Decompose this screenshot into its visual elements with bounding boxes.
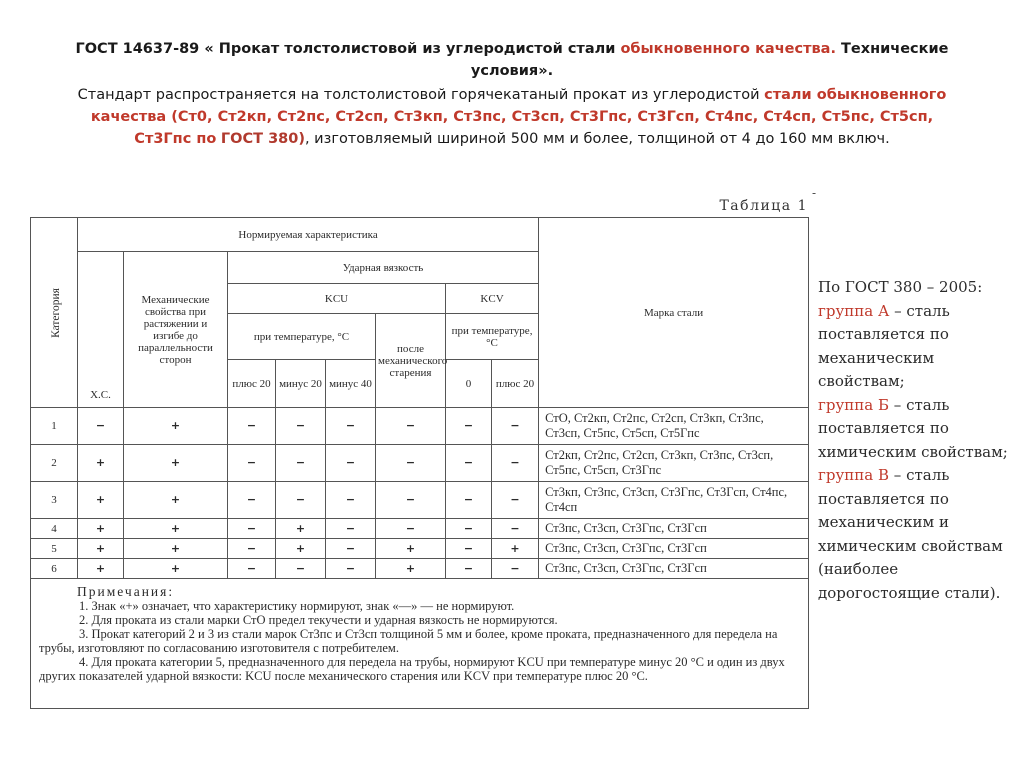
note-item: 3. Прокат категорий 2 и 3 из стали марок Ст3пс и Ст3сп толщиной 5 мм и более, кроме проката, предназначенного для передела на трубы, изготовляют по согласованию изготовителя с потребителем.	[39, 627, 778, 655]
row-mark: −	[276, 445, 326, 482]
row-mark: −	[492, 519, 539, 539]
table-row	[31, 539, 809, 559]
row-mark: +	[376, 559, 446, 579]
row-mark: +	[124, 559, 228, 579]
row-category: 3	[31, 482, 78, 519]
scan-mark: -	[812, 186, 817, 200]
title-suffix: Технические условия».	[470, 41, 949, 79]
row-mark: −	[446, 519, 492, 539]
temp-minus40-header: минус 40	[326, 360, 376, 408]
row-mark: −	[276, 482, 326, 519]
row-category: 4	[31, 519, 78, 539]
group-b-label: группа Б	[818, 395, 890, 414]
row-mark: −	[376, 408, 446, 445]
table-row	[31, 559, 809, 579]
title-highlight: обыкновенного качества.	[620, 41, 836, 57]
group-b-entry	[818, 394, 1008, 465]
row-mark: −	[228, 559, 276, 579]
row-mark: −	[446, 445, 492, 482]
note-item: 2. Для проката из стали марки СтО предел текучести и ударная вязкость не нормируются.	[79, 613, 558, 627]
standard-description	[60, 84, 964, 150]
kcv-temp-zero-header: 0	[446, 360, 492, 408]
group-b-text: – сталь поставляется по химическим свойствам;	[818, 395, 1008, 461]
steel-grade-header: Марка стали	[539, 218, 809, 408]
document-title	[60, 38, 964, 82]
group-a-text: – сталь поставляется по механическим свойствам;	[818, 301, 950, 390]
row-steel-grades: Ст3пс, Ст3сп, Ст3Гпс, Ст3Гсп	[539, 559, 809, 579]
kcu-header: KCU	[228, 284, 446, 314]
row-mark: −	[326, 482, 376, 519]
row-mark: −	[446, 408, 492, 445]
row-steel-grades: СтО, Ст2кп, Ст2пс, Ст2сп, Ст3кп, Ст3пс, Ст3сп, Ст5пс, Ст5сп, Ст5Гпс	[539, 408, 809, 445]
row-mark: −	[228, 482, 276, 519]
row-mark: −	[446, 539, 492, 559]
group-a-entry	[818, 300, 1008, 394]
row-mark: −	[326, 519, 376, 539]
table-row	[31, 482, 809, 519]
row-mark: −	[326, 445, 376, 482]
group-c-text: – сталь поставляется по механическим и химическим свойствам (наиболее дорогостоящие стали).	[818, 466, 1003, 602]
row-mark: −	[376, 482, 446, 519]
row-mark: −	[446, 482, 492, 519]
description-dimensions: , изготовляемый шириной 500 мм и более, толщиной от 4 до 160 мм включ.	[304, 131, 890, 147]
description-gost-ref: ГОСТ 380)	[220, 131, 305, 147]
row-mark: −	[492, 408, 539, 445]
after-aging-header: после механического старения	[376, 314, 446, 408]
row-mark: −	[228, 445, 276, 482]
row-mark: +	[276, 539, 326, 559]
xs-header: Х.С.	[78, 252, 124, 408]
row-mark: +	[78, 445, 124, 482]
row-mark: −	[276, 408, 326, 445]
group-c-label: группа В	[818, 466, 890, 484]
gost-table	[30, 217, 809, 709]
slide-header	[60, 38, 964, 150]
group-a-label: группа А	[818, 301, 890, 320]
row-steel-grades: Ст3кп, Ст3пс, Ст3сп, Ст3Гпс, Ст3Гсп, Ст4пс, Ст4сп	[539, 482, 809, 519]
kcv-temp-plus20-header: плюс 20	[492, 360, 539, 408]
table-row	[31, 445, 809, 482]
kcv-header: KCV	[446, 284, 539, 314]
row-mark: −	[492, 445, 539, 482]
row-mark: +	[124, 519, 228, 539]
row-category: 5	[31, 539, 78, 559]
row-steel-grades: Ст3пс, Ст3сп, Ст3Гпс, Ст3Гсп	[539, 519, 809, 539]
row-category: 6	[31, 559, 78, 579]
kcu-temp-header: при температуре, °С	[228, 314, 376, 360]
row-mark: −	[228, 408, 276, 445]
row-mark: +	[78, 539, 124, 559]
row-mark: −	[78, 408, 124, 445]
mechanical-header: Механические свойства при растяжении и изгибе до параллельности сторон	[124, 252, 228, 408]
description-intro: Стандарт распространяется на толстолистовой горячекатаный прокат из углеродистой	[77, 87, 760, 103]
row-mark: −	[376, 445, 446, 482]
table-row	[31, 519, 809, 539]
row-mark: −	[492, 559, 539, 579]
row-mark: +	[78, 519, 124, 539]
normalized-header: Нормируемая характеристика	[78, 218, 539, 252]
row-mark: −	[228, 539, 276, 559]
table-row	[31, 408, 809, 445]
note-item: 1. Знак «+» означает, что характеристику нормируют, знак «—» — не нормируют.	[79, 599, 515, 613]
row-mark: +	[78, 482, 124, 519]
row-steel-grades: Ст3пс, Ст3сп, Ст3Гпс, Ст3Гсп	[539, 539, 809, 559]
kcv-temp-header: при температуре, °С	[446, 314, 539, 360]
sidebar-note	[818, 276, 1008, 605]
row-mark: −	[446, 559, 492, 579]
row-mark: +	[78, 559, 124, 579]
row-mark: −	[376, 519, 446, 539]
row-mark: −	[326, 559, 376, 579]
row-mark: +	[124, 445, 228, 482]
group-c-entry	[818, 464, 1008, 605]
temp-plus20-header: плюс 20	[228, 360, 276, 408]
category-header: Категория	[31, 218, 78, 408]
sidebar-intro: По ГОСТ 380 – 2005:	[818, 278, 983, 296]
row-mark: −	[326, 408, 376, 445]
row-mark: +	[124, 482, 228, 519]
row-mark: −	[228, 519, 276, 539]
row-mark: −	[492, 482, 539, 519]
row-steel-grades: Ст2кп, Ст2пс, Ст2сп, Ст3кп, Ст3пс, Ст3сп, Ст5пс, Ст5сп, Ст3Гпс	[539, 445, 809, 482]
temp-minus20-header: минус 20	[276, 360, 326, 408]
row-mark: +	[276, 519, 326, 539]
notes-title: Примечания:	[77, 584, 175, 599]
row-mark: −	[276, 559, 326, 579]
row-category: 1	[31, 408, 78, 445]
description-grades: стали обыкновенного качества (Ст0, Ст2кп, Ст2пс, Ст2сп, Ст3кп, Ст3пс, Ст3сп, Ст3Гпс, Ст3Гсп, Ст4пс, Ст4сп, Ст5пс, Ст5сп, Ст3Гпс по	[90, 87, 947, 147]
title-main: ГОСТ 14637-89 « Прокат толстолистовой из углеродистой стали	[75, 41, 616, 57]
row-mark: +	[492, 539, 539, 559]
table-caption: Таблица 1	[719, 198, 808, 214]
row-mark: +	[376, 539, 446, 559]
impact-header: Ударная вязкость	[228, 252, 539, 284]
row-mark: +	[124, 408, 228, 445]
table-notes	[31, 579, 809, 709]
row-mark: −	[326, 539, 376, 559]
note-item: 4. Для проката категории 5, предназначенного для передела на трубы, нормируют KCU при температуре минус 20 °С и один из двух других показателей ударной вязкости: KCU после механического старения или KCV при температуре плюс 20 °С.	[39, 655, 785, 683]
row-category: 2	[31, 445, 78, 482]
row-mark: +	[124, 539, 228, 559]
